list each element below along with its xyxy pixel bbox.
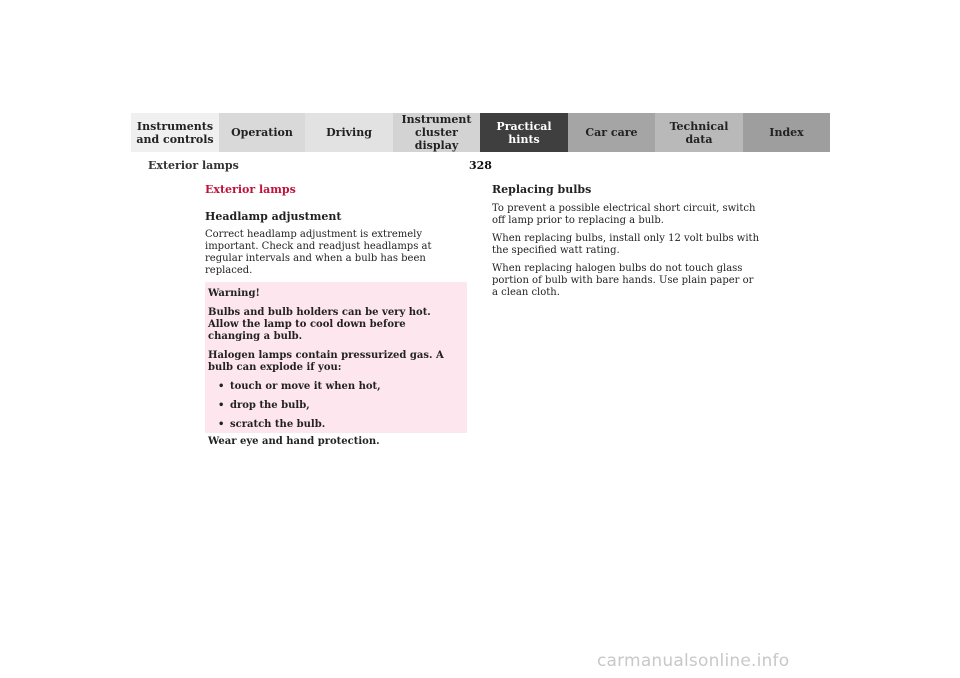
- left-column: [205, 180, 470, 283]
- warning-title: Warning!: [208, 288, 260, 299]
- headlamp-adjustment-heading: Headlamp adjustment: [205, 210, 342, 223]
- list-item: • drop the bulb,: [218, 400, 310, 411]
- tab-operation[interactable]: [219, 113, 305, 152]
- section-title: Exterior lamps: [205, 183, 296, 196]
- tab-driving[interactable]: [305, 113, 393, 152]
- list-item: • touch or move it when hot,: [218, 381, 381, 392]
- warning-text-hot-bulbs: Bulbs and bulb holders can be very hot. Allow the lamp to cool down before changing a bulb.: [208, 307, 431, 342]
- watermark: carmanualsonline.info: [597, 651, 790, 671]
- tab-label: Instruments and controls: [136, 119, 214, 146]
- bullet-icon: •: [218, 419, 225, 430]
- replacing-bulbs-text-3: When replacing halogen bulbs do not touch glass portion of bulb with bare hands. Use plain paper or a clean cloth.: [492, 263, 754, 298]
- tab-label: Car care: [585, 126, 638, 139]
- replacing-bulbs-heading: Replacing bulbs: [492, 183, 592, 196]
- bullet-icon: •: [218, 381, 225, 392]
- tab-car-care[interactable]: [568, 113, 655, 152]
- warning-bullet-list: [208, 381, 461, 431]
- tab-label: Index: [769, 126, 804, 139]
- page-number: 328: [469, 159, 492, 172]
- headlamp-adjustment-text: Correct headlamp adjustment is extremely important. Check and readjust headlamps at regular intervals and when a bulb has been replaced.: [205, 229, 432, 276]
- right-column: [492, 180, 762, 305]
- warning-box: [205, 282, 467, 447]
- list-item: • scratch the bulb.: [218, 419, 326, 430]
- tab-label: Instrument cluster display: [401, 113, 472, 152]
- tab-instruments-and-controls[interactable]: [131, 113, 219, 152]
- chapter-tab-bar: [131, 113, 830, 152]
- tab-label: Driving: [326, 126, 372, 139]
- tab-technical-data[interactable]: [655, 113, 743, 152]
- tab-instrument-cluster-display[interactable]: [393, 113, 480, 152]
- tab-label: Practical hints: [496, 119, 552, 146]
- warning-footer: Wear eye and hand protection.: [208, 436, 380, 447]
- tab-practical-hints[interactable]: [480, 113, 568, 152]
- tab-label: Technical data: [669, 119, 729, 146]
- bullet-icon: •: [218, 400, 225, 411]
- replacing-bulbs-text-2: When replacing bulbs, install only 12 volt bulbs with the specified watt rating.: [492, 233, 760, 256]
- warning-text-halogen: Halogen lamps contain pressurized gas. A bulb can explode if you:: [208, 350, 444, 373]
- running-header-section: Exterior lamps: [148, 159, 239, 172]
- tab-index[interactable]: [743, 113, 830, 152]
- tab-label: Operation: [231, 126, 293, 139]
- replacing-bulbs-text-1: To prevent a possible electrical short circuit, switch off lamp prior to replacing a bulb.: [492, 203, 756, 226]
